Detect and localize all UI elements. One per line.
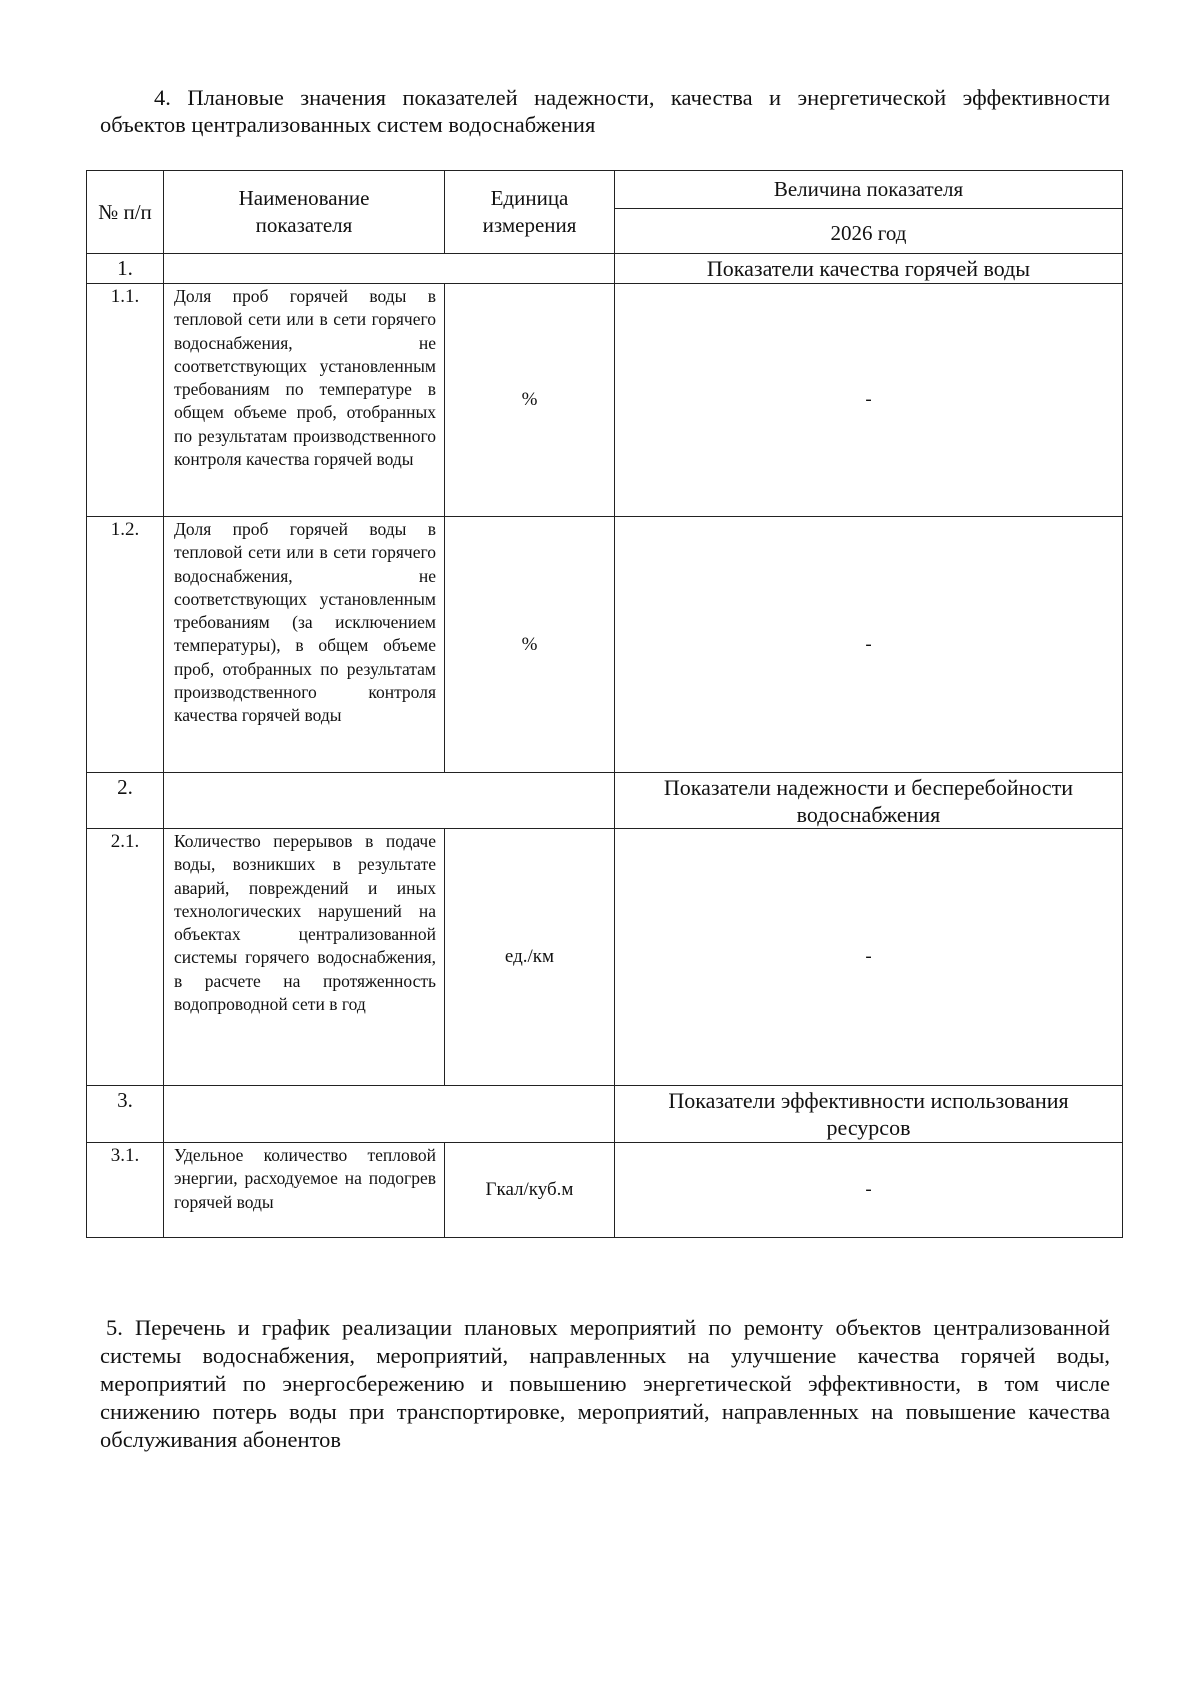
- row-number: 1.2.: [87, 517, 164, 773]
- section-number: 2.: [87, 773, 164, 829]
- indicator-name: Доля проб горячей воды в тепловой сети или в сети горячего водоснабжения, не соответствующих установленным требованиям по температуре в общем объеме проб, отобранных по результатам производственного контроля качества горячей воды: [164, 284, 445, 517]
- indicator-name: Количество перерывов в подаче воды, возникших в результате аварий, повреждений и иных технологических нарушений на объектах централизованной системы горячего водоснабжения, в расчете на протяженность водопроводной сети в год: [164, 829, 445, 1086]
- indicator-value: -: [615, 829, 1123, 1086]
- section-title: Показатели эффективности использования ресурсов: [615, 1086, 1123, 1143]
- indicator-unit: Гкал/куб.м: [445, 1143, 615, 1238]
- indicator-value: -: [615, 517, 1123, 773]
- row-number: 3.1.: [87, 1143, 164, 1238]
- indicator-value: -: [615, 284, 1123, 517]
- indicators-table: [86, 170, 1123, 1238]
- row-number: 1.1.: [87, 284, 164, 517]
- section-5-heading: 5. Перечень и график реализации плановых мероприятий по ремонту объектов централизованной системы водоснабжения, мероприятий, направленных на улучшение качества горячей воды, мероприятий по энергосбережению и повышению энергетической эффективности, в том числе снижению потерь воды при транспортировке, мероприятий, направленных на повышение качества обслуживания абонентов: [100, 1315, 1110, 1452]
- header-name: Наименование показателя: [164, 171, 445, 254]
- indicator-name: Удельное количество тепловой энергии, расходуемое на подогрев горячей воды: [164, 1143, 445, 1238]
- header-unit: Единица измерения: [445, 171, 615, 254]
- row-number: 2.1.: [87, 829, 164, 1086]
- indicator-unit: ед./км: [445, 829, 615, 1086]
- header-value: Величина показателя: [615, 171, 1123, 209]
- indicator-value: -: [615, 1143, 1123, 1238]
- section-blank-cell: [164, 773, 615, 829]
- section-blank-cell: [164, 1086, 615, 1143]
- section-number: 3.: [87, 1086, 164, 1143]
- indicator-unit: %: [445, 284, 615, 517]
- indicator-name: Доля проб горячей воды в тепловой сети или в сети горячего водоснабжения, не соответствующих установленным требованиям (за исключением температуры), в общем объеме проб, отобранных по результатам производственного контроля качества горячей воды: [164, 517, 445, 773]
- section-4-heading: 4. Плановые значения показателей надежности, качества и энергетической эффективности объектов централизованных систем водоснабжения: [100, 85, 1110, 137]
- section-title: Показатели качества горячей воды: [615, 254, 1123, 284]
- section-blank-cell: [164, 254, 615, 284]
- section-title: Показатели надежности и бесперебойности водоснабжения: [615, 773, 1123, 829]
- header-num: № п/п: [87, 171, 164, 254]
- section-number: 1.: [87, 254, 164, 284]
- indicator-unit: %: [445, 517, 615, 773]
- header-year: 2026 год: [615, 209, 1123, 254]
